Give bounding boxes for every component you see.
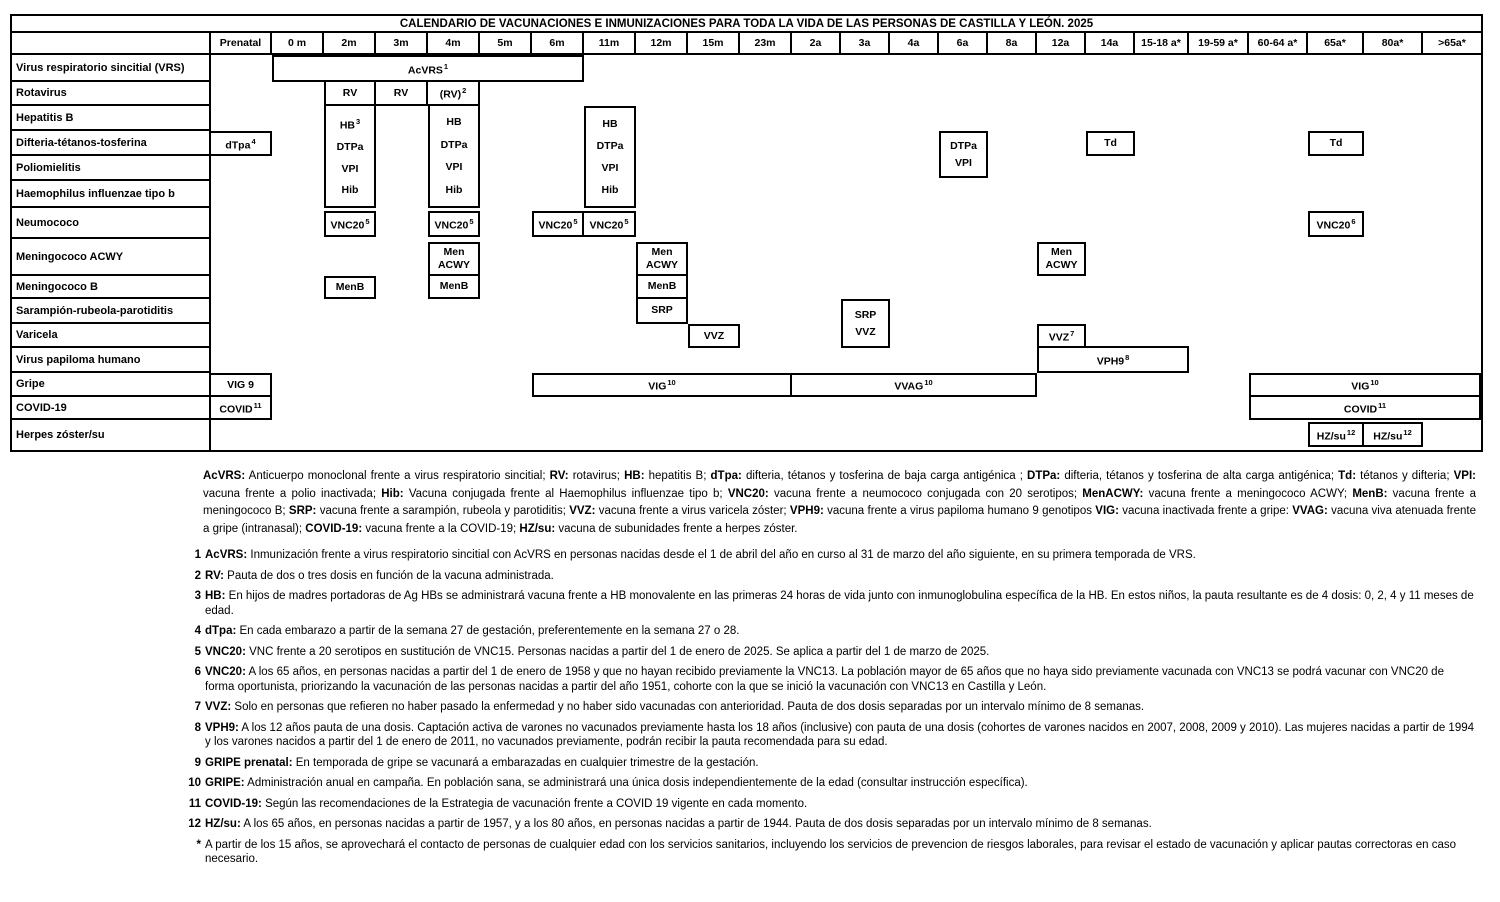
footnote-text: GRIPE: Administración anual en campaña. En población sana, se administrará una única dosis independientemente de la edad (consultar instrucción específica).	[205, 777, 1028, 789]
vaccine-label: (RV)$^2$	[439, 86, 467, 101]
footnote-text: A partir de los 15 años, se aprovechará el contacto de personas de cualquier edad con los servicios sanitarios, incluyendo los servicios de prevencion de riesgos laborales, para revisar el estado de vacunación y aplicar pautas correctoras en caso necesario.	[205, 838, 1457, 865]
legend-term: VIG:	[1095, 505, 1119, 517]
column-header-80a: 80a*	[1364, 33, 1423, 55]
vaccine-label: MenB	[335, 281, 365, 293]
vaccine-box-vvz	[688, 324, 740, 348]
column-header-11m: 11m	[584, 33, 636, 55]
vaccine-box-hb-dtpa-vpi-hib	[324, 104, 376, 208]
vaccine-label: DTPa	[596, 140, 624, 152]
legend-term: MenB:	[1352, 487, 1388, 500]
footnote-number: 12	[188, 818, 201, 830]
column-header-3m: 3m	[376, 33, 428, 55]
vaccine-label: $VNC20^5$	[589, 217, 629, 232]
vaccine-box-dtpa	[209, 131, 272, 156]
vaccine-label: VVZ$^7$	[1048, 329, 1075, 344]
footnote-11	[186, 797, 1476, 812]
vaccine-label: Men	[651, 246, 673, 258]
vaccine-label: Men	[443, 246, 465, 258]
footnote-ref: 5	[573, 217, 578, 227]
footnote-1	[186, 548, 1476, 563]
footnote-text: VNC20: A los 65 años, en personas nacidas a partir del 1 de enero de 1958 y que no hayan recibido previamente la VNC13. La población mayor de 65 años que no haya sido previamente vacunada con VNC13 se podrá vacunar con VNC20 de forma oportunista, priorizando la vacunación de las personas nacidas a partir del año 1951, cohorte con la que se inició la vacunación con VNC13 en Castilla y León.	[205, 666, 1444, 693]
column-header-14a: 14a	[1086, 33, 1135, 55]
vaccine-label: ACWY	[645, 259, 679, 271]
footnotes-list	[186, 548, 1476, 867]
vaccine-label: DTPa	[336, 140, 364, 153]
footnote-6	[186, 665, 1476, 694]
legend-term: VPI:	[1453, 470, 1476, 482]
footnote-ref: 10	[667, 378, 676, 388]
column-header-6a: 6a	[939, 33, 988, 55]
legend-term: VVZ:	[569, 505, 596, 517]
vaccine-label: ACWY	[1045, 259, 1078, 271]
column-header-15m: 15m	[688, 33, 740, 55]
footnote-text: COVID-19: Según las recomendaciones de la Estrategia de vacunación frente a COVID 19 vigente en cada momento.	[205, 797, 808, 810]
row-label-meningococo-b: Meningococo B	[12, 276, 211, 299]
footnote-number: 6	[194, 666, 201, 678]
row-label-herpes-z-ster-su: Herpes zóster/su	[12, 420, 211, 450]
vaccine-box-td	[1086, 131, 1135, 156]
footnote-number: 5	[194, 645, 201, 658]
vaccine-box-men-acwy	[1037, 242, 1086, 276]
footnote-7	[186, 700, 1476, 715]
footnote-number: 1	[194, 549, 201, 561]
row-label-neumococo: Neumococo	[12, 208, 211, 239]
column-header-2a: 2a	[792, 33, 841, 55]
vaccine-box-men-acwy	[636, 242, 688, 276]
vaccination-calendar-table	[10, 14, 1483, 452]
vaccine-label: $HB^3$	[339, 116, 361, 132]
vaccine-box-hb-dtpa-vpi-hib	[428, 104, 480, 208]
footnote-ref: 5	[469, 217, 474, 227]
vaccine-label: Td	[1329, 137, 1343, 149]
vaccine-box-men-acwy	[428, 242, 480, 276]
footnote-text: RV: Pauta de dos o tres dosis en función de la vacuna administrada.	[205, 569, 554, 582]
vaccine-box-covid	[1249, 395, 1481, 420]
column-header-4a: 4a	[890, 33, 939, 55]
column-header-12a: 12a	[1037, 33, 1086, 55]
column-header-prenatal: Prenatal	[211, 33, 272, 55]
vaccine-label: VIG 9	[227, 378, 254, 391]
footnote-5	[186, 645, 1476, 660]
vaccine-label: DTPa	[440, 138, 468, 151]
vaccine-box-menb	[636, 274, 688, 299]
vaccine-label: Hib	[601, 184, 619, 196]
column-header-19-59-a: 19-59 a*	[1189, 33, 1249, 55]
footnote-ref: 7	[1070, 329, 1075, 339]
vaccine-box-vph9	[1037, 346, 1189, 373]
vaccine-label: VVZ	[703, 329, 725, 342]
footnote-term: HZ/su:	[205, 818, 241, 830]
vaccine-box-vig	[1249, 373, 1481, 397]
legend-term: HZ/su:	[519, 522, 556, 535]
column-header-6m: 6m	[532, 33, 584, 55]
vaccine-label: RV	[393, 86, 409, 99]
legend-term: MenACWY:	[1082, 487, 1144, 500]
vaccine-label: DTPa	[950, 139, 977, 152]
legend-term: dTpa:	[710, 470, 742, 482]
row-label-gripe: Gripe	[12, 373, 211, 397]
footnote-term: GRIPE:	[205, 777, 245, 789]
column-header-65a: >65a*	[1423, 33, 1481, 55]
vaccine-box-menb	[428, 274, 480, 299]
vaccine-label: COVID$^{11}$	[219, 400, 262, 416]
footnote-ref: 6	[1351, 217, 1356, 227]
vaccine-label: $HZ/su^{12}$	[1316, 427, 1356, 443]
vaccine-box-covid	[209, 395, 272, 420]
footnote-text: HB: En hijos de madres portadoras de Ag HBs se administrará vacuna frente a HB monovalente en las primeras 24 horas de vida junto con inmunoglobulina específica de la HB. En estos niños, la pauta resultante es de 4 dosis: 0, 2, 4 y 11 meses de edad.	[205, 590, 1474, 617]
column-header-23m: 23m	[740, 33, 792, 55]
notes-section	[186, 468, 1476, 867]
footnote-ref: 5	[365, 217, 370, 227]
footnote-number: 11	[188, 797, 201, 810]
vaccine-label: SRP	[651, 304, 673, 316]
vaccine-label: VPI	[445, 161, 463, 174]
vaccine-box-hb-dtpa-vpi-hib	[584, 106, 636, 208]
vaccine-box-vnc20	[1308, 211, 1364, 237]
footnote-ref: 8	[1125, 352, 1130, 362]
vaccine-label: VVAG$^{10}$	[894, 378, 933, 393]
vaccine-label: Hib	[445, 183, 463, 196]
column-header-2m: 2m	[324, 33, 376, 55]
corner-cell	[12, 33, 211, 55]
footnote-text: dTpa: En cada embarazo a partir de la semana 27 de gestación, preferentemente en la semana 27 o 28.	[205, 625, 740, 637]
vaccine-box-srp	[636, 297, 688, 324]
vaccine-label: $VNC20^5$	[434, 217, 474, 232]
row-label-virus-respiratorio-sincitial-vrs: Virus respiratorio sincitial (VRS)	[12, 55, 211, 82]
vaccine-label: Hib	[341, 184, 359, 197]
column-header-0-m: 0 m	[272, 33, 324, 55]
column-header-65a: 65a*	[1308, 33, 1364, 55]
footnote-ref: 4	[251, 136, 256, 146]
footnote-term: GRIPE prenatal:	[205, 756, 293, 769]
footnote-2	[186, 569, 1476, 584]
vaccine-box-vnc20	[532, 211, 584, 237]
vaccine-label: $VNC20^6$	[1316, 217, 1356, 232]
legend-term: Hib:	[381, 487, 404, 500]
vaccine-label: AcVRS$^1$	[407, 61, 449, 77]
footnote-number: 2	[194, 569, 201, 582]
vaccine-box-rv	[426, 80, 480, 106]
footnote-term: dTpa:	[205, 625, 237, 637]
table-title: CALENDARIO DE VACUNACIONES E INMUNIZACIONES PARA TODA LA VIDA DE LAS PERSONAS DE CASTILLA Y LEÓN. 2025	[12, 16, 1481, 33]
vaccine-box-menb	[324, 276, 376, 299]
vaccine-box-srp-vvz	[841, 299, 890, 348]
vaccine-label: $VNC20^5$	[538, 217, 578, 232]
row-label-meningococo-acwy: Meningococo ACWY	[12, 239, 211, 276]
footnote-number: 3	[194, 590, 201, 602]
row-label-rotavirus: Rotavirus	[12, 82, 211, 106]
legend-term: VPH9:	[789, 505, 824, 517]
footnote-ref: 11	[253, 400, 262, 410]
footnote-3	[186, 589, 1476, 618]
vaccine-label: MenB	[439, 280, 469, 292]
legend-term: VVAG:	[1292, 505, 1328, 517]
vaccine-box-rv	[374, 80, 428, 106]
footnote-4	[186, 624, 1476, 639]
vaccine-label: VIG$^{10}$	[1351, 378, 1379, 393]
column-header-12m: 12m	[636, 33, 688, 55]
vaccine-label: SRP	[854, 308, 877, 321]
footnote-ref: 2	[462, 86, 467, 96]
vaccine-label: HB	[602, 118, 618, 130]
footnote-text: VVZ: Solo en personas que refieren no haber pasado la enfermedad y no haber sido vacunadas con anterioridad. Pauta de dos dosis separadas por un intervalo mínimo de 8 semanas.	[205, 701, 1145, 713]
vaccine-box-acvrs	[272, 55, 584, 82]
vaccine-label: $VNC20^5$	[330, 217, 370, 232]
legend-term: VNC20:	[727, 487, 769, 500]
footnote-ref: 12	[1403, 427, 1412, 437]
vaccine-label: dTpa$^4$	[225, 136, 256, 152]
vaccine-label: $VPH9^8$	[1096, 352, 1130, 368]
vaccine-box-vig-9	[209, 373, 272, 397]
vaccine-label: VPI	[601, 162, 619, 174]
footnote-8	[186, 721, 1476, 750]
abbreviation-legend: AcVRS: Anticuerpo monoclonal frente a virus respiratorio sincitial; RV: rotavirus; HB: hepatitis B; dTpa: difteria, tétanos y tosferina de baja carga antigénica ; DTPa: difteria, tétanos y tosferina de alta carga antigénica; Td: tétanos y difteria; VPI: vacuna frente a polio inactivada; Hib: Vacuna conjugada frente al Haemophilus influenzae tipo b; VNC20: vacuna frente a neumococo conjugada con 20 serotipos; MenACWY: vacuna frente a meningococo ACWY; MenB: vacuna frente a meningococo B; SRP: vacuna frente a sarampión, rubeola y parotiditis; VVZ: vacuna frente a virus varicela zóster; VPH9: vacuna frente a virus papiloma humano 9 genotipos VIG: vacuna inactivada frente a gripe: VVAG: vacuna viva atenuada frente a gripe (intranasal); COVID-19: vacuna frente a la COVID-19; HZ/su: vacuna de subunidades frente a herpes zóster.	[203, 470, 1477, 535]
footnote-term: HB:	[205, 590, 226, 602]
footnote-term: VVZ:	[205, 701, 232, 713]
column-header-4m: 4m	[428, 33, 480, 55]
vaccine-box-vig	[532, 373, 792, 397]
column-header-3a: 3a	[841, 33, 890, 55]
vaccine-label: VIG$^{10}$	[648, 378, 676, 393]
footnote-ref: 10	[1370, 378, 1379, 388]
row-label-sarampi-n-rubeola-parotiditis: Sarampión-rubeola-parotiditis	[12, 299, 211, 324]
vaccine-label: Td	[1104, 137, 1117, 149]
footnote-term: VNC20:	[205, 645, 246, 658]
footnote-term: RV:	[205, 569, 224, 582]
vaccine-label: MenB	[647, 280, 677, 292]
footnote-text: GRIPE prenatal: En temporada de gripe se vacunará a embarazadas en cualquier trimestre de la gestación.	[205, 756, 759, 769]
column-header-8a: 8a	[988, 33, 1037, 55]
column-header-60-64-a: 60-64 a*	[1249, 33, 1308, 55]
footnote-ref: 5	[624, 217, 629, 227]
footnote-term: VPH9:	[205, 721, 239, 734]
row-label-covid-19: COVID-19	[12, 397, 211, 420]
footnote-number: 10	[188, 777, 201, 789]
row-label-difteria-t-tanos-tosferina: Difteria-tétanos-tosferina	[12, 131, 211, 156]
vaccine-label: RV	[342, 86, 358, 99]
footnote-ref: 1	[443, 61, 449, 71]
footnote-number: 9	[194, 756, 201, 769]
legend-term: HB:	[624, 470, 645, 482]
footnote-number: 4	[194, 625, 201, 637]
footnote-term: AcVRS:	[205, 549, 248, 561]
vaccine-box-vnc20	[324, 211, 376, 237]
vaccine-label: $HZ/su^{12}$	[1373, 427, 1412, 443]
legend-term: SRP:	[288, 505, 317, 517]
vaccine-label: VVZ	[855, 325, 876, 338]
vaccine-box-vnc20	[582, 211, 636, 237]
footnote-text: VNC20: VNC frente a 20 serotipos en sustitución de VNC15. Personas nacidas a partir del 1 de enero de 2025. Se aplica a partir del 1 de marzo de 2025.	[205, 645, 990, 658]
column-header-15-18-a: 15-18 a*	[1135, 33, 1189, 55]
vaccine-box-hz-su	[1308, 422, 1364, 447]
row-label-hepatitis-b: Hepatitis B	[12, 106, 211, 131]
row-label-poliomielitis: Poliomielitis	[12, 156, 211, 181]
footnote-12	[186, 817, 1476, 832]
vaccine-label: COVID$^{11}$	[1343, 400, 1387, 416]
footnote-text: AcVRS: Inmunización frente a virus respiratorio sincitial con AcVRS en personas nacidas desde el 1 de abril del año en curso al 31 de marzo del año siguiente, en su primera temporada de VRS.	[205, 549, 1196, 561]
vaccine-label: Men	[1051, 246, 1072, 258]
footnote-number: *	[196, 838, 201, 851]
footnote-text: VPH9: A los 12 años pauta de una dosis. Captación activa de varones no vacunados previamente hasta los 18 años (inclusive) con pauta de una dosis (cohortes de varones nacidos en 2007, 2008, 2009 y 2010). Las mujeres nacidas a partir de 1994 y los varones nacidos a partir del 1 de enero de 2011, no vacunados previamente, podrán recibir la pauta recomendada para su edad.	[205, 721, 1475, 748]
vaccine-label: HB	[446, 116, 462, 129]
footnote-ref: 11	[1378, 400, 1387, 410]
vaccine-box-td	[1308, 131, 1364, 156]
footnote-star	[186, 838, 1476, 867]
legend-term: RV:	[549, 470, 569, 482]
footnote-ref: 3	[356, 116, 361, 126]
vaccine-label: VPI	[341, 162, 359, 175]
footnote-10	[186, 776, 1476, 791]
legend-term: Td:	[1338, 470, 1357, 482]
footnote-ref: 12	[1346, 427, 1356, 437]
footnote-text: HZ/su: A los 65 años, en personas nacidas a partir de 1957, y a los 80 años, en personas nacidas a partir de 1944. Pauta de dos dosis separadas por un intervalo mínimo de 8 semanas.	[205, 818, 1152, 830]
legend-term: COVID-19:	[305, 522, 363, 535]
vaccine-label: VPI	[955, 156, 972, 169]
footnote-ref: 10	[924, 378, 933, 388]
footnote-9	[186, 756, 1476, 771]
vaccine-label: ACWY	[437, 259, 471, 271]
vaccine-box-vvz	[1037, 324, 1086, 348]
vaccine-box-hz-su	[1362, 422, 1423, 447]
legend-term: DTPa:	[1027, 470, 1061, 482]
footnote-term: COVID-19:	[205, 797, 262, 810]
footnote-term: VNC20:	[205, 666, 246, 678]
row-label-virus-papiloma-humano: Virus papiloma humano	[12, 348, 211, 373]
footnote-number: 8	[194, 721, 201, 734]
column-header-5m: 5m	[480, 33, 532, 55]
legend-term: AcVRS:	[203, 470, 246, 482]
vaccine-box-rv	[324, 80, 376, 106]
document-page	[0, 14, 1500, 867]
row-label-haemophilus-influenzae-tipo-b: Haemophilus influenzae tipo b	[12, 181, 211, 208]
vaccine-box-vnc20	[428, 211, 480, 237]
vaccine-box-vvag	[790, 373, 1037, 397]
footnote-number: 7	[194, 701, 201, 713]
row-label-varicela: Varicela	[12, 324, 211, 348]
vaccine-box-dtpa-vpi	[939, 131, 988, 178]
